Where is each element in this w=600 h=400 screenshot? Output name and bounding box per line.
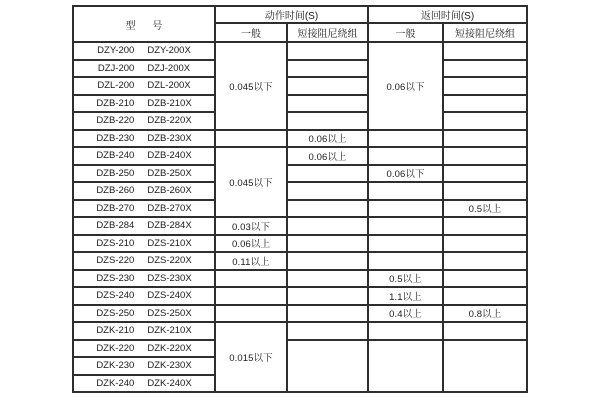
return-general-cell [368,235,443,253]
action-damped-cell [287,112,368,130]
action-general-cell: 0.015以下 [215,322,287,392]
model-cell [73,182,215,200]
model-cell [73,60,215,78]
model-cell [73,252,215,270]
table-row [73,60,527,78]
table-row [73,270,527,288]
model-name-x-variant: DZB-230X [147,132,192,144]
return-general-cell [368,200,443,218]
model-name: DZL-200 [97,80,135,92]
return-general-cell [368,182,443,200]
return-damped-cell [443,147,527,165]
return-damped-cell: 0.8以上 [443,305,527,323]
model-cell [73,165,215,183]
action-damped-cell [287,60,368,78]
action-damped-cell [287,287,368,305]
model-name-x-variant: DZS-240X [147,290,192,302]
model-name-x-variant: DZK-220X [147,342,192,354]
table-row [73,130,527,148]
model-name-x-variant: DZB-210X [147,97,192,109]
model-name-x-variant: DZK-240X [147,377,192,389]
model-name: DZK-220 [96,342,135,354]
model-name: DZS-220 [96,255,135,267]
action-damped-cell: 0.06以上 [287,147,368,165]
action-damped-cell: 0.06以上 [287,130,368,148]
model-cell [73,112,215,130]
return-general-cell: 0.5以上 [368,270,443,288]
model-cell [73,340,215,358]
action-general-header: 一般 [215,23,287,42]
table-row [73,340,527,358]
action-general-cell: 0.045以下 [215,42,287,130]
action-general-cell [215,305,287,323]
model-cell [73,235,215,253]
model-name-x-variant: DZS-220X [147,255,192,267]
return-general-header: 一般 [368,23,443,42]
model-name-x-variant: DZK-210X [147,325,192,337]
model-cell [73,270,215,288]
return-damped-cell [443,270,527,288]
return-time-group-header: 返回时间(S) [368,6,527,23]
model-name-x-variant: DZL-200X [147,80,191,92]
return-general-cell [368,340,443,393]
spec-table [72,5,528,393]
model-cell [73,375,215,393]
action-general-cell [215,130,287,148]
model-name-x-variant: DZB-284X [147,220,192,232]
model-cell [73,357,215,375]
return-damped-cell [443,217,527,235]
action-damped-cell [287,42,368,60]
action-time-group-header: 动作时间(S) [215,6,368,23]
action-general-cell: 0.06以上 [215,235,287,253]
table-row [73,252,527,270]
model-cell [73,217,215,235]
header-group-row [73,6,527,23]
model-name-x-variant: DZK-230X [147,360,192,372]
action-general-cell: 0.03以下 [215,217,287,235]
table-row [73,77,527,95]
action-general-cell [215,270,287,288]
action-damped-cell [287,165,368,183]
action-damped-cell [287,95,368,113]
table-row [73,200,527,218]
return-damped-cell [443,322,527,340]
model-name: DZK-210 [96,325,135,337]
return-damped-cell [443,287,527,305]
action-damped-cell [287,322,368,340]
return-general-cell [368,147,443,165]
model-name: DZJ-200 [97,62,135,74]
model-name: DZB-250 [96,167,135,179]
model-cell [73,95,215,113]
table-header [73,6,527,42]
model-name-x-variant: DZB-250X [147,167,192,179]
model-name: DZB-260 [96,185,135,197]
return-damped-cell [443,182,527,200]
table-row [73,182,527,200]
return-general-cell [368,252,443,270]
model-name: DZK-240 [96,377,135,389]
table-row [73,217,527,235]
return-general-cell: 0.06以下 [368,42,443,130]
model-cell [73,322,215,340]
return-damped-cell [443,77,527,95]
model-name: DZB-220 [96,115,135,127]
return-general-cell: 1.1以上 [368,287,443,305]
model-name-x-variant: DZY-200X [147,45,191,57]
action-general-cell [215,287,287,305]
return-damped-cell [443,340,527,393]
return-damped-cell [443,165,527,183]
return-damped-cell [443,252,527,270]
return-general-cell [368,217,443,235]
model-cell [73,200,215,218]
table-row [73,235,527,253]
action-damped-cell [287,235,368,253]
model-name: DZY-200 [97,45,135,57]
model-cell [73,287,215,305]
table-row [73,112,527,130]
model-name-x-variant: DZS-250X [147,307,192,319]
model-cell [73,305,215,323]
model-name: DZS-210 [96,237,135,249]
action-damped-cell [287,77,368,95]
action-damped-cell [287,270,368,288]
model-cell [73,130,215,148]
action-general-cell: 0.11以上 [215,252,287,270]
model-name-x-variant: DZS-210X [147,237,192,249]
model-name: DZB-240 [96,150,135,162]
table-row [73,287,527,305]
table-row [73,42,527,60]
model-name: DZS-250 [96,307,135,319]
action-damped-cell [287,305,368,323]
table-row [73,165,527,183]
model-name-x-variant: DZJ-200X [147,62,191,74]
action-damped-cell [287,200,368,218]
action-damped-cell [287,340,368,393]
return-damped-cell [443,60,527,78]
table-body [73,42,527,392]
return-general-cell [368,322,443,340]
model-column-header: 型 号 [73,6,215,42]
return-damped-cell: 0.5以上 [443,200,527,218]
model-name-x-variant: DZB-270X [147,202,192,214]
return-damped-cell [443,95,527,113]
return-damped-cell [443,235,527,253]
action-general-cell: 0.045以下 [215,147,287,217]
model-name: DZB-284 [96,220,135,232]
table-row [73,322,527,340]
model-name-x-variant: DZB-240X [147,150,192,162]
spec-table-wrap [72,5,528,393]
table-row [73,305,527,323]
return-damped-cell [443,42,527,60]
model-name: DZS-240 [96,290,135,302]
model-name: DZB-210 [96,97,135,109]
table-row [73,147,527,165]
model-cell [73,147,215,165]
model-name: DZB-270 [96,202,135,214]
table-row [73,95,527,113]
model-name: DZS-230 [96,272,135,284]
action-damped-cell [287,217,368,235]
return-general-cell [368,130,443,148]
model-name-x-variant: DZB-260X [147,185,192,197]
model-name-x-variant: DZS-230X [147,272,192,284]
action-damped-cell [287,252,368,270]
model-name-x-variant: DZB-220X [147,115,192,127]
return-damped-cell [443,130,527,148]
model-name: DZB-230 [96,132,135,144]
model-cell [73,42,215,60]
return-damped-winding-header: 短接阻尼绕组 [443,23,527,42]
action-damped-winding-header: 短接阻尼绕组 [287,23,368,42]
model-name: DZK-230 [96,360,135,372]
return-general-cell: 0.4以上 [368,305,443,323]
action-damped-cell [287,182,368,200]
return-damped-cell [443,112,527,130]
return-general-cell: 0.06以下 [368,165,443,183]
model-cell [73,77,215,95]
